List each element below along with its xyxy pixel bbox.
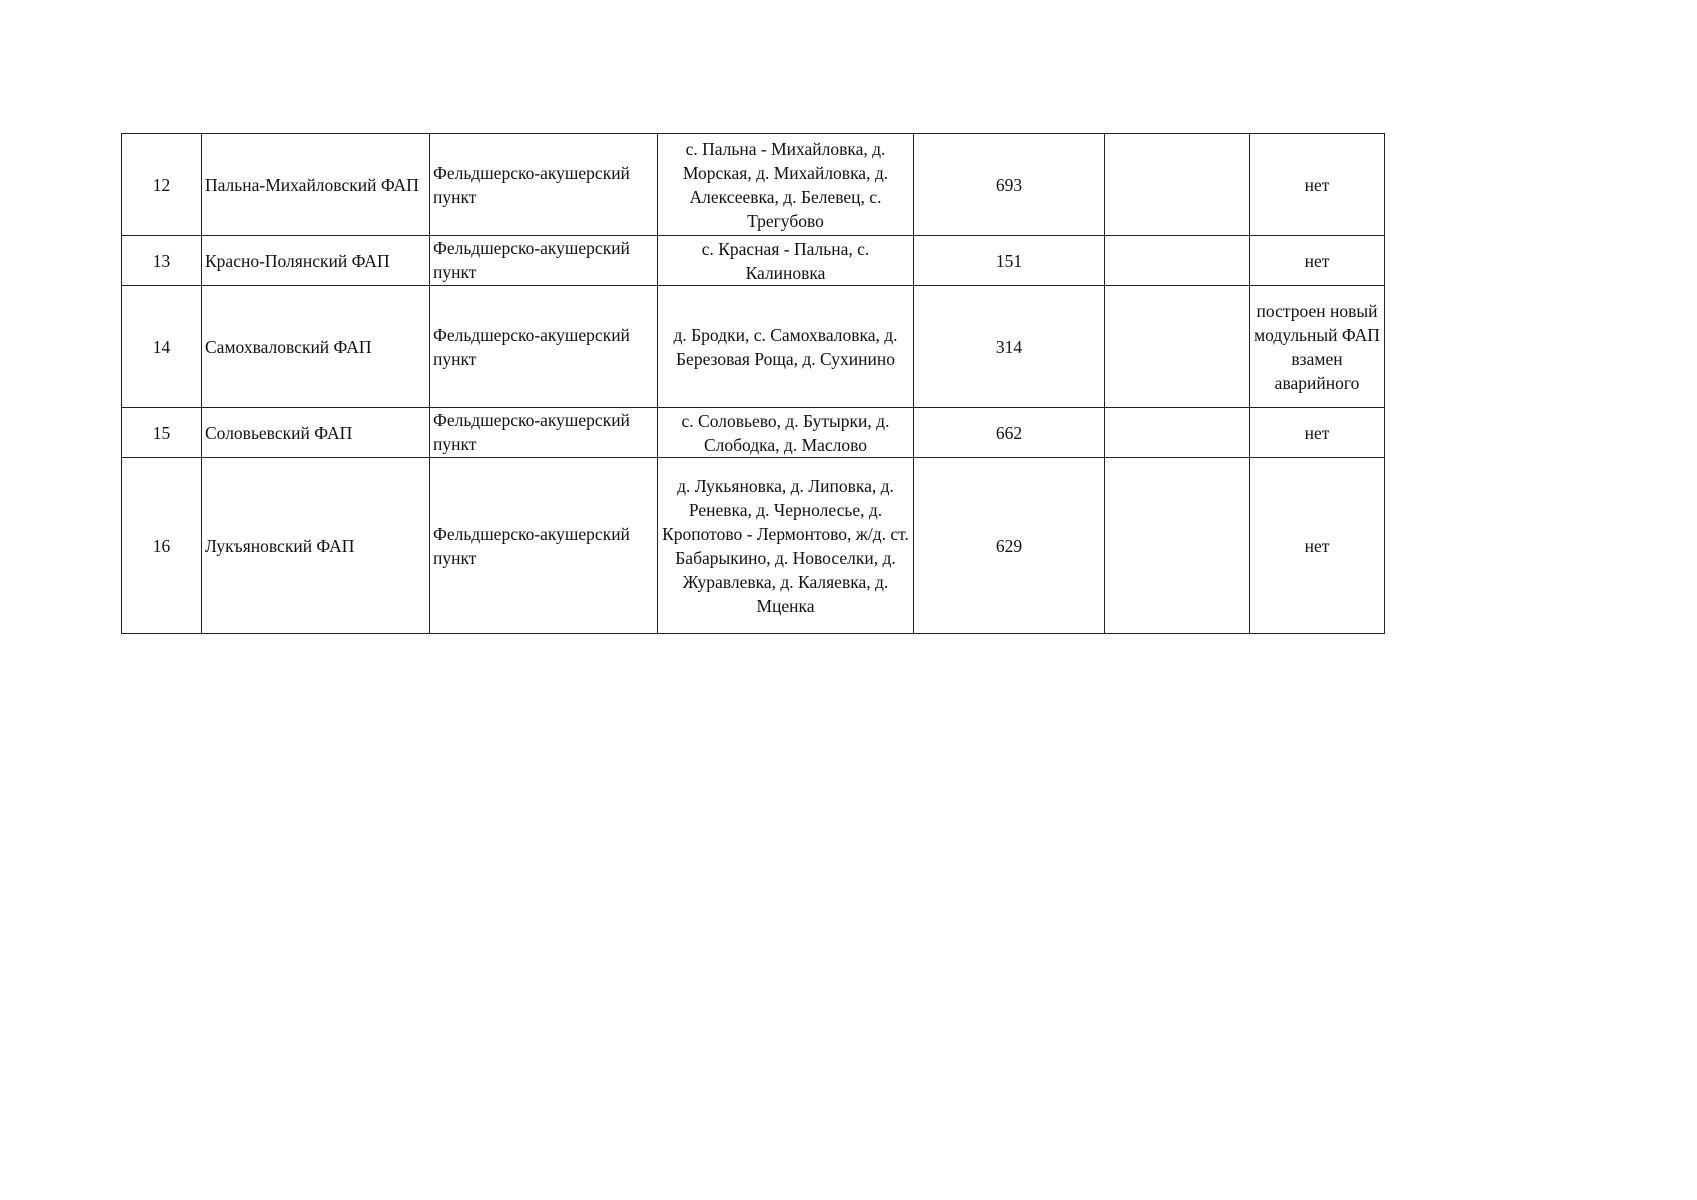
note-cell: нет (1250, 458, 1385, 634)
empty-cell (1105, 236, 1250, 286)
population-count: 693 (914, 134, 1105, 236)
row-number: 15 (122, 408, 202, 458)
fap-name: Самохваловский ФАП (202, 286, 430, 408)
note-cell: нет (1250, 236, 1385, 286)
empty-cell (1105, 458, 1250, 634)
table-row (122, 134, 1385, 236)
fap-name: Красно-Полянский ФАП (202, 236, 430, 286)
settlements-list: д. Бродки, с. Самохваловка, д. Березовая Роща, д. Сухинино (658, 286, 914, 408)
fap-name: Лукъяновский ФАП (202, 458, 430, 634)
settlements-list: с. Красная - Пальна, с. Калиновка (658, 236, 914, 286)
fap-name: Соловьевский ФАП (202, 408, 430, 458)
fap-type: Фельдшерско-акушерский пункт (430, 236, 658, 286)
settlements-list: с. Пальна - Михайловка, д. Морская, д. Михайловка, д. Алексеевка, д. Белевец, с. Трегубово (658, 134, 914, 236)
row-number: 12 (122, 134, 202, 236)
table-row (122, 458, 1385, 634)
fap-type: Фельдшерско-акушерский пункт (430, 134, 658, 236)
population-count: 629 (914, 458, 1105, 634)
row-number: 13 (122, 236, 202, 286)
settlements-list: д. Лукьяновка, д. Липовка, д. Реневка, д. Чернолесье, д. Кропотово - Лермонтово, ж/д. ст. Бабарыкино, д. Новоселки, д. Журавлевка, д. Каляевка, д. Мценка (658, 458, 914, 634)
document-sheet (121, 133, 1385, 634)
row-number: 16 (122, 458, 202, 634)
settlements-list: с. Соловьево, д. Бутырки, д. Слободка, д. Маслово (658, 408, 914, 458)
population-count: 662 (914, 408, 1105, 458)
fap-type: Фельдшерско-акушерский пункт (430, 408, 658, 458)
population-count: 314 (914, 286, 1105, 408)
empty-cell (1105, 134, 1250, 236)
note-cell: построен новый модульный ФАП взамен аварийного (1250, 286, 1385, 408)
table-row (122, 236, 1385, 286)
note-cell: нет (1250, 134, 1385, 236)
fap-type: Фельдшерско-акушерский пункт (430, 286, 658, 408)
fap-table (121, 133, 1385, 634)
fap-name: Пальна-Михайловский ФАП (202, 134, 430, 236)
empty-cell (1105, 408, 1250, 458)
note-cell: нет (1250, 408, 1385, 458)
row-number: 14 (122, 286, 202, 408)
fap-type: Фельдшерско-акушерский пункт (430, 458, 658, 634)
table-row (122, 286, 1385, 408)
empty-cell (1105, 286, 1250, 408)
table-row (122, 408, 1385, 458)
population-count: 151 (914, 236, 1105, 286)
